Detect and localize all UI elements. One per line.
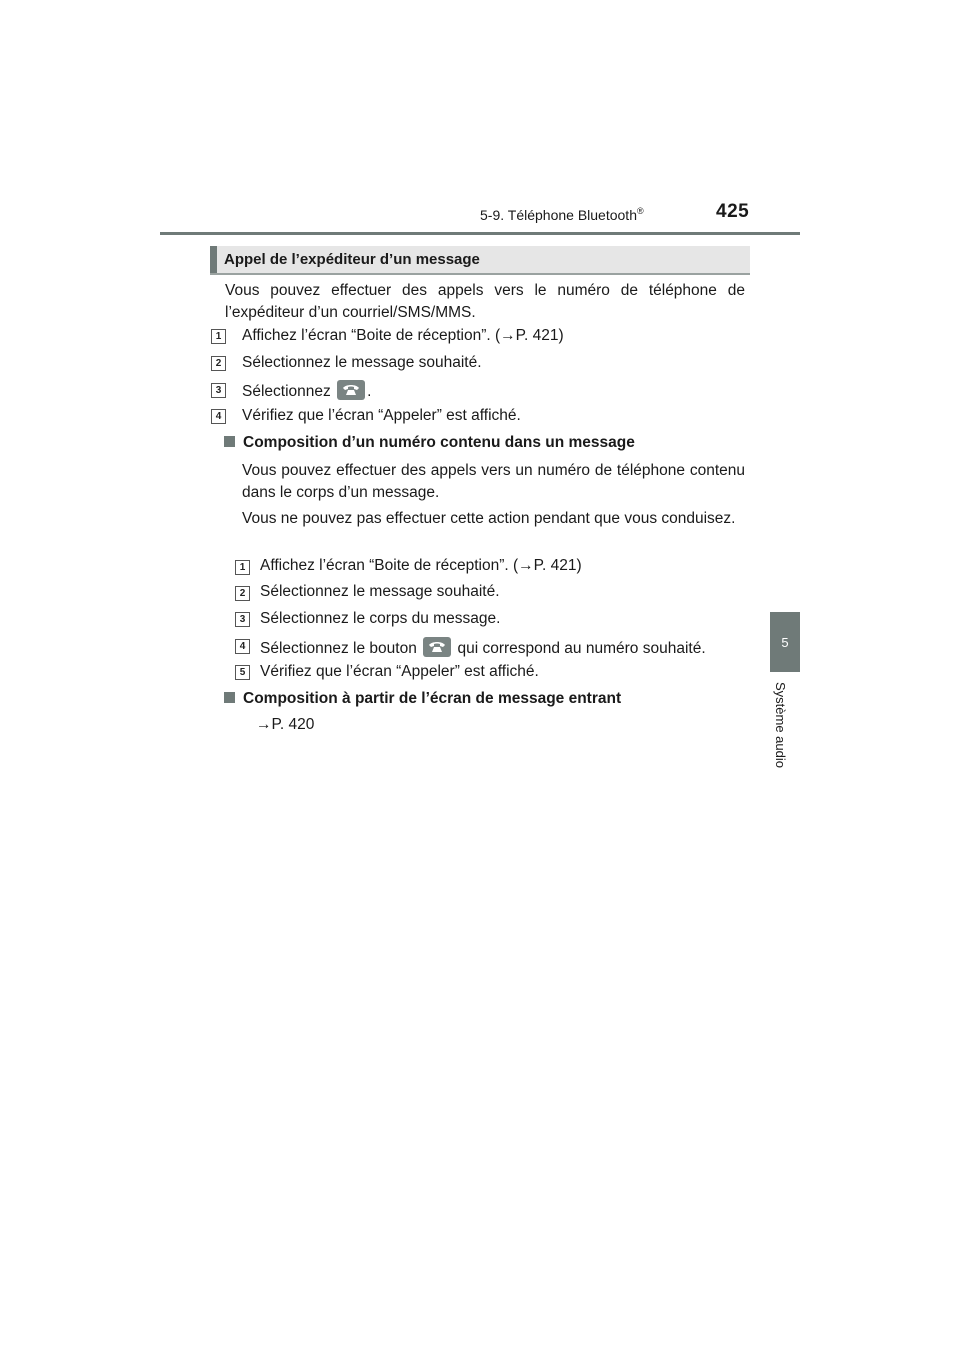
section-heading-text: Appel de l’expéditeur d’un message — [224, 251, 480, 268]
step-text: Vérifiez que l’écran “Appeler” est affiché. — [260, 663, 539, 680]
step-number: 2 — [235, 586, 250, 601]
step-number: 2 — [211, 356, 226, 371]
header-rule — [160, 232, 800, 235]
step-text: Sélectionnez le bouton qui correspond au numéro souhaité. — [260, 637, 706, 658]
step-text: Sélectionnez le message souhaité. — [260, 583, 500, 600]
section-heading — [210, 246, 750, 275]
page-number: 425 — [716, 201, 750, 222]
subsection-paragraph: Vous ne pouvez pas effectuer cette action pendant que vous conduisez. — [242, 510, 736, 527]
intro-paragraph: Vous pouvez effectuer des appels vers le numéro de téléphone de l’expéditeur d’un courriel/SMS/MMS. — [225, 282, 745, 321]
chapter-title: Système audio — [773, 682, 788, 768]
step-number: 5 — [235, 665, 250, 680]
page-reference[interactable]: →P. 421 — [500, 327, 559, 344]
chapter-tab — [770, 612, 800, 672]
section-heading-marker — [210, 246, 217, 273]
registered-mark: ® — [636, 206, 644, 216]
step-number: 3 — [235, 612, 250, 627]
step-text: Vérifiez que l’écran “Appeler” est affiché. — [242, 407, 521, 424]
step-number: 4 — [235, 639, 250, 654]
page-reference[interactable]: →P. 420 — [256, 716, 315, 733]
header-section-title: 5-9. Téléphone Bluetooth® — [480, 206, 644, 223]
phone-icon — [337, 380, 365, 400]
subsection-paragraph: Vous pouvez effectuer des appels vers un numéro de téléphone contenu dans le corps d’un message. — [242, 462, 745, 501]
step-text: Affichez l’écran “Boite de réception”. (→P. 421) — [242, 327, 564, 344]
step-text: Sélectionnez le message souhaité. — [242, 354, 482, 371]
subsection-heading: Composition à partir de l’écran de message entrant — [224, 690, 621, 708]
step-text: Sélectionnez le corps du message. — [260, 610, 501, 627]
step-text: Affichez l’écran “Boite de réception”. (→P. 421) — [260, 557, 582, 574]
step-number: 1 — [235, 560, 250, 575]
square-bullet-icon — [224, 436, 235, 447]
step-number: 4 — [211, 409, 226, 424]
square-bullet-icon — [224, 692, 235, 703]
step-text: Sélectionnez . — [242, 380, 371, 401]
subsection-heading: Composition d’un numéro contenu dans un message — [224, 434, 635, 452]
chapter-number: 5 — [781, 634, 789, 650]
step-number: 3 — [211, 383, 226, 398]
step-number: 1 — [211, 329, 226, 344]
page-reference[interactable]: →P. 421 — [518, 557, 577, 574]
phone-icon — [423, 637, 451, 657]
